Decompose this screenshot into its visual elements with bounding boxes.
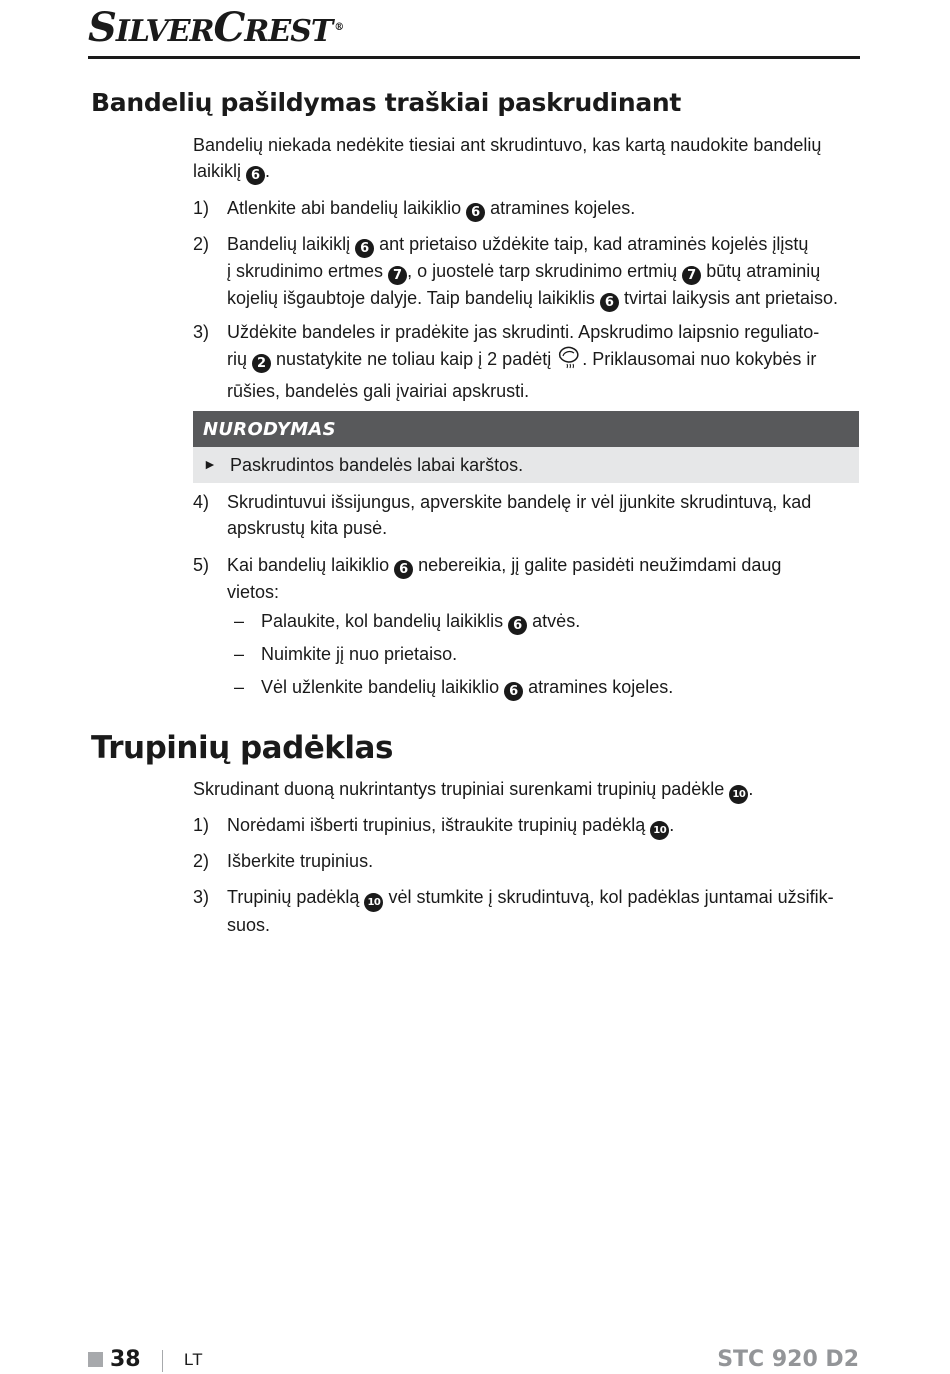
step-text-part: atramines kojeles. (490, 198, 636, 218)
step-text-part: nustatykite ne toliau kaip į 2 padėtį (276, 349, 552, 369)
registered-mark: ® (334, 22, 344, 33)
step-number: 3) (193, 887, 210, 907)
arrow-right-icon: ► (203, 456, 217, 472)
step-text (227, 195, 859, 222)
step-text-part: Norėdami išberti trupinius, ištraukite trupinių padėklą (227, 815, 646, 835)
reference-number: 6 (394, 560, 413, 579)
step-text-part: ant prietaiso uždėkite taip, kad atraminės kojelės įlįstų (379, 234, 809, 254)
brand-letter: C (213, 4, 245, 51)
intro-paragraph (193, 776, 858, 804)
reference-number: 6 (504, 682, 523, 701)
step-text (227, 231, 859, 312)
reference-number: 10 (729, 785, 748, 804)
step-text-part: apskrustų kita pusė. (227, 518, 388, 538)
step-number: 3) (193, 322, 210, 342)
step-text-part: . Priklausomai nuo kokybės ir (582, 349, 817, 369)
step-text (227, 848, 859, 874)
step-text (227, 812, 859, 840)
step-text-part: tvirtai laikysis ant prietaiso. (623, 288, 839, 308)
brand-text: REST (244, 14, 333, 49)
substep-text (261, 641, 859, 667)
reference-number: 6 (466, 203, 485, 222)
step-text-part: rių (227, 349, 248, 369)
step-text-part: suos. (227, 915, 271, 935)
dash-bullet: – (234, 644, 245, 664)
step-text-part: Atlenkite abi bandelių laikiklio (227, 198, 462, 218)
step-number: 2) (193, 851, 210, 871)
substep-text-part: atvės. (532, 611, 581, 631)
step-text (227, 489, 859, 541)
intro-text: Skrudinant duoną nukrintantys trupiniai surenkami trupinių padėkle (193, 779, 725, 799)
step-text (227, 319, 859, 404)
step-text-part: kojelių išgaubtoje dalyje. Taip bandelių laikiklis (227, 288, 595, 308)
step-text-part: vėl stumkite į skrudintuvą, kol padėklas juntamai užsifik- (388, 887, 834, 907)
step-number: 4) (193, 492, 210, 512)
section-heading: Trupinių padėklas (91, 730, 393, 766)
note-header (193, 411, 859, 447)
step-text-part: , o juostelė tarp skrudinimo ertmių (407, 261, 678, 281)
note-body (193, 447, 859, 483)
step-text-part: į skrudinimo ertmes (227, 261, 384, 281)
reference-number: 7 (388, 266, 407, 285)
step-text-part: Išberkite trupinius. (227, 851, 374, 871)
section-heading: Bandelių pašildymas traškiai paskrudinant (91, 88, 682, 117)
reference-number: 6 (355, 239, 374, 258)
intro-paragraph: Bandelių niekada nedėkite tiesiai ant skrudintuvo, kas kartą naudokite bandelių laikiklį 6 . (193, 135, 822, 183)
reference-number: 10 (650, 821, 669, 840)
intro-text: . (748, 779, 754, 799)
step-text-part: nebereikia, jį galite pasidėti neužimdami daug (418, 555, 782, 575)
note-title: NURODYMAS (203, 419, 336, 440)
step-text-part: Uždėkite bandeles ir pradėkite jas skrudinti. Apskrudimo laipsnio reguliato- (227, 322, 820, 342)
note-text: Paskrudintos bandelės labai karštos. (230, 455, 524, 475)
page-number: 38 (110, 1347, 141, 1372)
step-text-part: . (669, 815, 675, 835)
substep-text (261, 674, 859, 701)
intro-text: Bandelių niekada nedėkite tiesiai ant skrudintuvo, kas kartą naudokite bandelių (193, 135, 822, 155)
reference-number: 7 (682, 266, 701, 285)
reference-number: 6 (508, 616, 527, 635)
substep-text-part: Palaukite, kol bandelių laikiklis (261, 611, 504, 631)
substep-text-part: Vėl užlenkite bandelių laikiklio (261, 677, 500, 697)
reference-number: 10 (364, 893, 383, 912)
step-number: 1) (193, 815, 210, 835)
step-text-part: vietos: (227, 582, 280, 602)
model-number: STC 920 D2 (717, 1347, 859, 1372)
substep-text-part: Nuimkite jį nuo prietaiso. (261, 644, 458, 664)
toast-setting-icon (556, 345, 582, 378)
substep-text (261, 608, 859, 635)
brand-letter: S (88, 4, 116, 51)
step-number: 5) (193, 555, 210, 575)
dash-bullet: – (234, 677, 245, 697)
intro-text: laikiklį (193, 161, 242, 181)
language-code: LT (184, 1350, 203, 1369)
brand-text: ILVER (115, 14, 214, 49)
step-text (227, 552, 859, 605)
step-text-part: Trupinių padėklą (227, 887, 360, 907)
step-text (227, 884, 859, 938)
step-number: 1) (193, 198, 210, 218)
substep-text-part: atramines kojeles. (528, 677, 674, 697)
reference-number: 6 (600, 293, 619, 312)
reference-number: 2 (252, 354, 271, 373)
footer-marker (88, 1352, 103, 1367)
header-divider (88, 56, 860, 59)
step-number: 2) (193, 234, 210, 254)
step-text-part: Kai bandelių laikiklio (227, 555, 390, 575)
step-text-part: rūšies, bandelės gali įvairiai apskrusti. (227, 381, 530, 401)
step-text-part: Skrudintuvui išsijungus, apverskite bandelę ir vėl įjunkite skrudintuvą, kad (227, 492, 812, 512)
reference-number: 6 (246, 166, 265, 185)
footer-divider (162, 1350, 163, 1372)
step-text-part: būtų atraminių (706, 261, 821, 281)
brand-logo (88, 6, 343, 54)
dash-bullet: – (234, 611, 245, 631)
step-text-part: Bandelių laikiklį (227, 234, 351, 254)
